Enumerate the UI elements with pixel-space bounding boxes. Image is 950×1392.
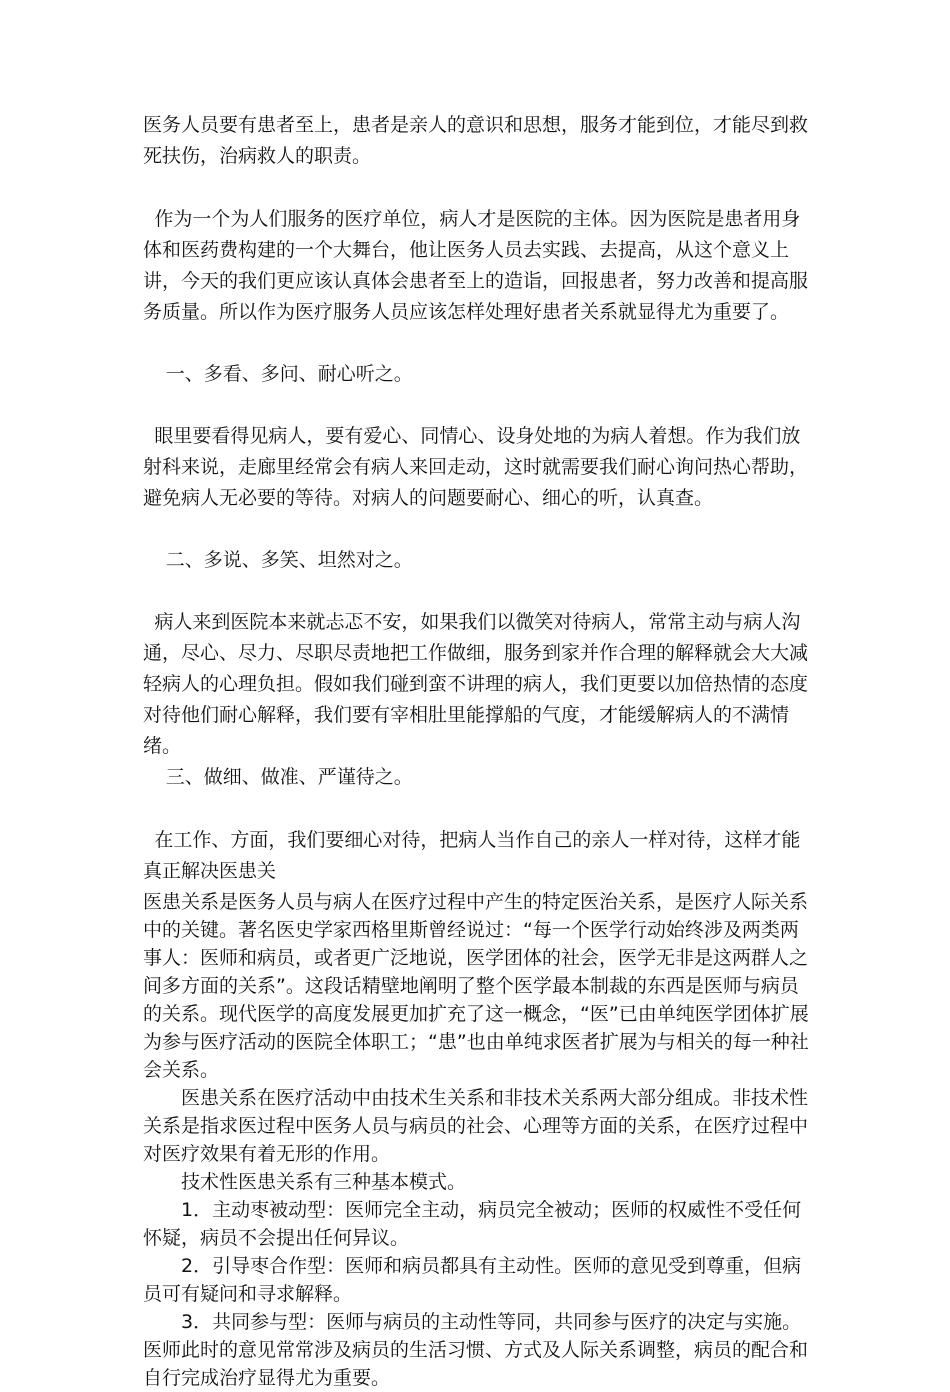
section-heading-2 bbox=[143, 545, 815, 576]
paragraph-6: 医患关系在医疗活动中由技术生关系和非技术关系两大部分组成。非技术性关系是指求医过程中医务人员与病员的社会、心理等方面的关系，在医疗过程中对医疗效果有着无形的作用。 bbox=[143, 1087, 809, 1165]
section-heading-1 bbox=[143, 359, 815, 390]
paragraph-5: 医患关系是医务人员与病人在医疗过程中产生的特定医治关系，是医疗人际关系中的关键。著名医史学家西格里斯曾经说过：“每一个医学行动始终涉及两类两事人：医师和病员，或者更广泛地说，医学团体的社会，医学无非是这两群人之间多方面的关系”。这段话精壁地阐明了整个医学最本制裁的东西是医师与病员的关系。现代医学的高度发展更加扩充了这一概念，“医”已由单纯医学团体扩展为参与医疗活动的医院全体职工；“患”也由单纯求医者扩展为与相关的每一种社会关系。 bbox=[143, 891, 809, 1081]
heading-1: 一、多看、多问、耐心听之。 bbox=[165, 363, 413, 385]
section-1 bbox=[143, 204, 815, 328]
list-item-2: 2．引导枣合作型：医师和病员都具有主动性。医师的意见受到尊重，但病员可有疑问和寻求解释。 bbox=[143, 1255, 802, 1305]
paragraph-3: 病人来到医院本来就忐忑不安，如果我们以微笑对待病人，常常主动与病人沟通，尽心、尽力、尽职尽责地把工作做细，服务到家并作合理的解释就会大大减轻病人的心理负担。假如我们碰到蛮不讲理的病人，我们更要以加倍热情的态度对待他们耐心解释，我们要有宰相肚里能撑船的气度，才能缓解病人的不满情绪。 bbox=[143, 611, 809, 757]
heading-3: 三、做细、做准、严谨待之。 bbox=[165, 766, 413, 788]
intro-section bbox=[143, 110, 815, 172]
paragraph-2: 眼里要看得见病人，要有爱心、同情心、设身处地的为病人着想。作为我们放射科来说，走廊里经常会有病人来回走动，这时就需要我们耐心询问热心帮助，避免病人无必要的等待。对病人的问题要耐心、细心的听，认真查。 bbox=[143, 425, 809, 509]
section-3 bbox=[143, 607, 815, 762]
section-4 bbox=[143, 825, 815, 887]
paragraph-4: 在工作、方面，我们要细心对待，把病人当作自己的亲人一样对待，这样才能真正解决医患关 bbox=[143, 829, 801, 882]
intro-paragraph: 医务人员要有患者至上，患者是亲人的意识和思想，服务才能到位，才能尽到救死扶伤，治病救人的职责。 bbox=[143, 114, 809, 167]
section-2 bbox=[143, 421, 815, 514]
list-item-1: 1．主动枣被动型：医师完全主动，病员完全被动；医师的权威性不受任何怀疑，病员不会提出任何异议。 bbox=[143, 1199, 802, 1249]
paragraph-1: 作为一个为人们服务的医疗单位，病人才是医院的主体。因为医院是患者用身体和医药费构建的一个大舞台，他让医务人员去实践、去提高，从这个意义上讲，今天的我们更应该认真体会患者至上的造诣，回报患者，努力改善和提高服务质量。所以作为医疗服务人员应该怎样处理好患者关系就显得尤为重要了。 bbox=[143, 208, 809, 323]
paragraph-7: 技术性医患关系有三种基本模式。 bbox=[181, 1171, 467, 1193]
section-5 bbox=[143, 888, 815, 1392]
list-item-3: 3．共同参与型：医师与病员的主动性等同，共同参与医疗的决定与实施。医师此时的意见常常涉及病员的生活习惯、方式及人际关系调整，病员的配合和自行完成治疗显得尤为重要。 bbox=[143, 1311, 809, 1389]
heading-2: 二、多说、多笑、坦然对之。 bbox=[165, 549, 413, 571]
section-heading-3 bbox=[143, 762, 815, 793]
